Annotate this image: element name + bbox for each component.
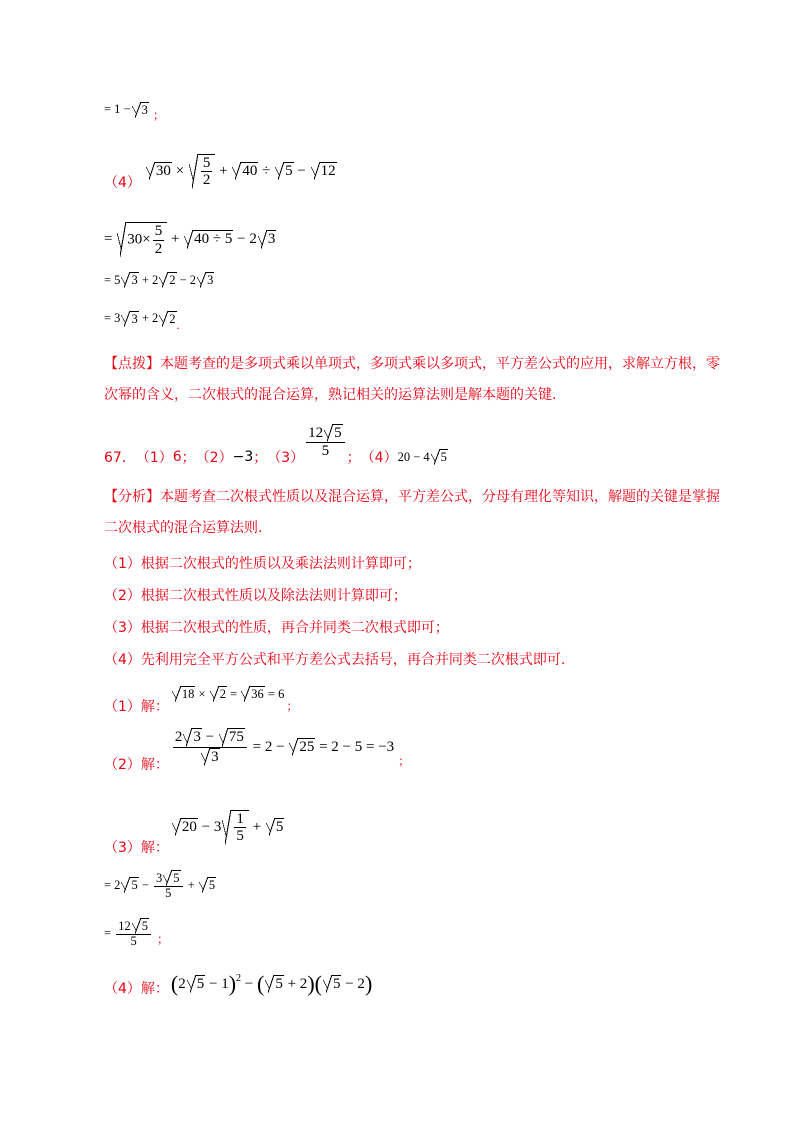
semicolon: ； xyxy=(152,108,165,122)
line-result-p3: = 1 − 3 ； xyxy=(104,102,165,122)
solution-3-step-1: = 2 5 − $\frac{3 5}{5}$ + 5 xyxy=(104,871,216,900)
solution-3-step-2: = $\frac{12 5}{5}$ ； xyxy=(104,919,169,948)
hint-paragraph xyxy=(104,349,724,411)
analysis-tag: 【分析】 xyxy=(104,489,160,505)
problem-4-step-2: = 5 3 + 2 2 − 2 3 xyxy=(104,272,214,287)
solution-4: （4）解： ( 2 5 − 1 ) $^2$ − ( 5 + 2 ) ( 5 − 2 ) xyxy=(104,971,373,997)
answer-67-row: 67． （1） 6 ； （2） −3 ； （3） $\frac{12 5}{5}$ ； （4） 20 − 4 5 xyxy=(104,425,447,466)
solution-2: （2）解： $\frac{2 3 - 75}{3}$ = 2 − 25 = 2 − 5 = −3 ； xyxy=(104,729,411,773)
analysis-paragraph xyxy=(104,482,724,544)
hint-tag: 【点拨】 xyxy=(104,356,160,372)
analysis-step-2: （2）根据二次根式性质以及除法法则计算即可； xyxy=(104,588,407,604)
problem-4-step-1: = 30× $\frac{5}{2}$ + 40 ÷ 5 − 2 3 xyxy=(104,223,276,257)
problem-4-label: （4） xyxy=(104,175,141,191)
problem-4-expression: （4） 30 × $\frac{5}{2}$ + 40 ÷ 5 − 12 xyxy=(104,154,336,191)
analysis-step-4: （4）先利用完全平方公式和平方差公式去括号，再合并同类二次根式即可. xyxy=(104,652,566,668)
solution-3: （3）解： 20 − 3 $\frac{1}{5}$ + 5 xyxy=(104,810,284,856)
analysis-step-1: （1）根据二次根式的性质以及乘法法则计算即可； xyxy=(104,556,421,572)
problem-4-step-3: = 3 3 + 2 2 . xyxy=(104,311,180,332)
question-number: 67． xyxy=(104,450,136,466)
analysis-step-3: （3）根据二次根式的性质，再合并同类二次根式即可； xyxy=(104,620,449,636)
answer-3-fraction: $\frac{12 5}{5}$ xyxy=(306,424,345,460)
hint-text: 本题考查的是多项式乘以单项式，多项式乘以多项式，平方差公式的应用，求解立方根，零次幂的含义，二次根式的混合运算，熟记相关的运算法则是解本题的关键. xyxy=(104,356,720,403)
analysis-text: 本题考查二次根式性质以及混合运算，平方差公式，分母有理化等知识，解题的关键是掌握二次根式的混合运算法则. xyxy=(104,489,720,536)
solution-1: （1）解： 18 × 2 = 36 = 6 ； xyxy=(104,686,299,715)
